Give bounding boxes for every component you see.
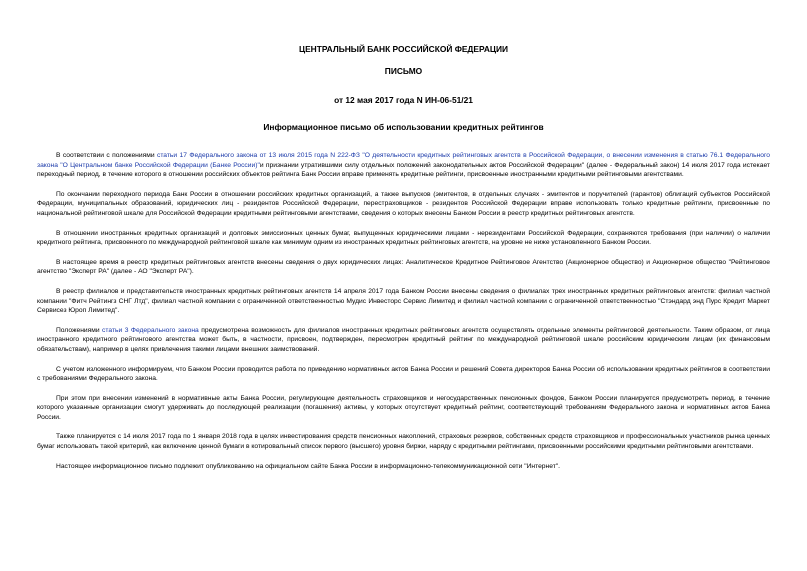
document: [37, 44, 770, 481]
paragraph-9: Также планируется с 14 июля 2017 года по 1 января 2018 года в целях инвестирования средств пенсионных накоплений, страховых резервов, собственных средств страховщиков и профессиональных участников рынка ценных бумаг использовать такой критерий, как включение ценной бумаги в котировальный список первого (высшего) уровня биржи, наряду с кредитными рейтингами, присвоенными российскими кредитными рейтинговыми агентствами.: [37, 433, 770, 451]
paragraph-1-rest: и признании утратившими силу отдельных положений законодательных актов Российской Федерации" (далее - Федеральный закон) 14 июля 2017 года истекает переходный период, в течение которого в отношении российских объектов рейтинга Банк России вправе применять кредитные рейтинги, присвоенные иностранными кредитными рейтинговыми агентствами.: [37, 161, 770, 179]
paragraph-4: В настоящее время в реестр кредитных рейтинговых агентств внесены сведения о двух юридических лицах: Аналитическое Кредитное Рейтинговое Агентство (Акционерное общество) и Акционерное общество "Рейтинговое агентство "Эксперт РА" (далее - АО "Эксперт РА").: [37, 258, 770, 276]
bank-name: ЦЕНТРАЛЬНЫЙ БАНК РОССИЙСКОЙ ФЕДЕРАЦИИ: [298, 44, 509, 54]
paragraph-5: В реестр филиалов и представительств иностранных кредитных рейтинговых агентств 14 апреля 2017 года Банком России внесены сведения о филиалах трех иностранных кредитных рейтинговых агентств: филиал частной компании "Фитч Рейтингз СНГ Лтд", филиал частной компании с ограниченной ответственностью Мудис Инвесторс Сервис Лимитед и филиал частной компании с ограниченной ответственностью "Стэндард энд Пурс Кредит Маркет Сервисез Юроп Лимитед".: [37, 287, 770, 315]
paragraph-3: В отношении иностранных кредитных организаций и долговых эмиссионных ценных бумаг, выпущенных юридическими лицами - нерезидентами Российской Федерации, сохраняются требования (при наличии) о наличии кредитного рейтинга, присвоенного по международной рейтинговой шкале как минимум одним из иностранных кредитных рейтинговых агентств, на уровне не ниже установленного Банком России.: [37, 229, 770, 247]
document-type: ПИСЬМО: [384, 66, 423, 76]
paragraph-8: При этом при внесении изменений в нормативные акты Банка России, регулирующие деятельность страховщиков и негосударственных пенсионных фондов, Банком России планируется предусмотреть период, в течение которого указанные организации смогут удерживать до последующей реализации (погашения) активы, у которых отсутствует кредитный рейтинг, соответствующий требованиям Федерального закона и нормативных актов Банка России.: [37, 394, 770, 421]
paragraph-1: [37, 151, 770, 180]
law-article-3-link[interactable]: статьи 3 Федерального закона: [102, 326, 199, 334]
law-article-17-link[interactable]: статьи 17 Федерального закона от 13 июля 2015 года N 222-ФЗ "О деятельности кредитных рейтинговых агентств в Российской Федерации, о внесении изменения в статью 76.1 Федерального закона "О Центральном банке Российской Федерации (Банке России)": [37, 152, 770, 169]
paragraph-1-lead: В соответствии с положениями: [56, 152, 157, 159]
document-body: [37, 151, 770, 471]
paragraph-10: Настоящее информационное письмо подлежит опубликованию на официальном сайте Банка России в информационно-телекоммуникационной сети "Интернет".: [56, 462, 561, 470]
paragraph-6: [37, 326, 770, 355]
paragraph-7: С учетом изложенного информируем, что Банком России проводится работа по приведению нормативных актов Банка России и решений Совета директоров Банка России об использовании кредитных рейтингов в соответствии с требованиями Федерального закона.: [37, 365, 770, 383]
paragraph-2: По окончании переходного периода Банк России в отношении российских кредитных организаций, а также выпусков (эмитентов, в отдельных случаях - эмитентов и поручителей (гарантов) облигаций субъектов Российской Федерации, муниципальных образований, юридических лиц - резидентов Российской Федерации, перестраховщиков - резидентов Российской Федерации вправе использовать только кредитные рейтинги, присвоенные по национальной рейтинговой шкале для Российской Федерации кредитными рейтинговыми агентствами, сведения о которых внесены Банком России в реестр кредитных рейтинговых агентств.: [37, 190, 770, 217]
document-title: Информационное письмо об использовании кредитных рейтингов: [263, 122, 544, 132]
paragraph-6-rest: предусмотрена возможность для филиалов иностранных кредитных рейтинговых агентств осуществлять отдельные элементы рейтинговой деятельности. Таким образом, от лица иностранного кредитного рейтингового агентства может быть, в частности, присвоен, подтвержден, пересмотрен кредитный рейтинг по международной рейтинговой шкале российским юридическим лицам (их финансовым обязательствам), например в целях привлечения такими лицами внешних заимствований.: [37, 326, 771, 353]
document-date-number: от 12 мая 2017 года N ИН-06-51/21: [334, 95, 473, 105]
paragraph-6-lead: Положениями: [56, 326, 103, 334]
